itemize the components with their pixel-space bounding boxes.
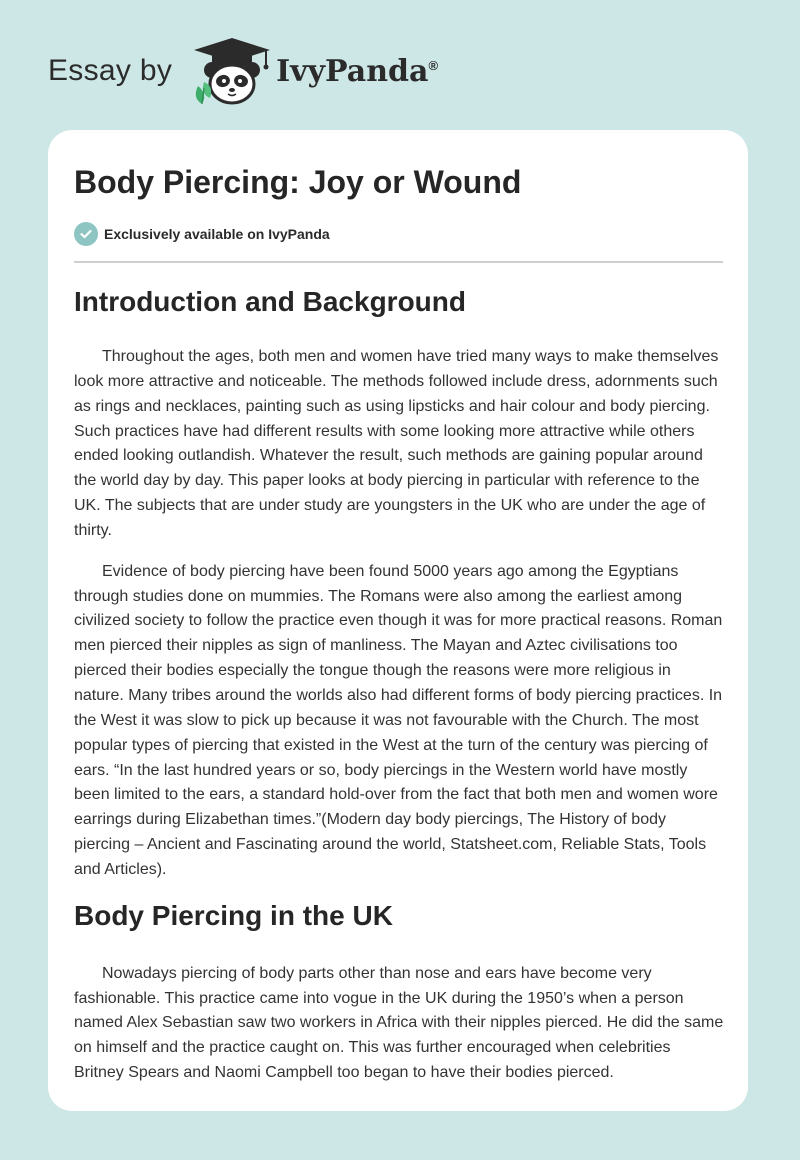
exclusive-badge [74,222,330,246]
paragraph: Throughout the ages, both men and women have tried many ways to make themselves look more attractive and noticeable. The methods followed include dress, adornments such as rings and necklaces, painting such as using lipsticks and hair colour and body piercing. Such practices have had different results with some looking more attractive while others ended looking outlandish. Whatever the result, such methods are gaining popular around the world day by day. This paper looks at body piercing in particular with reference to the UK. The subjects that are under study are youngsters in the UK who are under the age of thirty. [74,348,719,539]
essay-body [74,282,724,1086]
exclusive-badge-label: Exclusively available on IvyPanda [104,226,330,242]
check-circle-icon [74,222,98,246]
essay-by-label: Essay by [48,54,173,87]
essay-title: Body Piercing: Joy or Wound [74,164,522,200]
section-heading: Body Piercing in the UK [74,899,393,931]
site-header [48,36,438,106]
registered-mark: ® [428,57,439,73]
title-divider [74,261,723,263]
essay-card [48,130,748,1111]
paragraph: Nowadays piercing of body parts other than nose and ears have become very fashionable. This practice came into vogue in the UK during the 1950’s when a person named Alex Sebastian saw two workers in Africa with their nipples pierced. He did the same on himself and the practice caught on. This was further encouraged when celebrities Britney Spears and Naomi Campbell too began to have their bodies pierced. [74,964,724,1082]
paragraph: Evidence of body piercing have been found 5000 years ago among the Egyptians through studies done on mummies. The Romans were also among the earliest among civilized society to follow the practice even though it was for more practical reasons. Roman men pierced their nipples as sign of manliness. The Mayan and Aztec civilisations too pierced their bodies especially the tongue though the reasons were more religious in nature. Many tribes around the worlds also had different forms of body piercing practices. In the West it was slow to pick up because it was not favourable with the Church. The most popular types of piercing that existed in the West at the turn of the century was piercing of ears. “In the last hundred years or so, body piercings in the Western world have mostly been limited to the ears, a standard hold-over from the fact that both men and women wore earrings during Elizabethan times.”(Modern day body piercings, The History of body piercing – Ancient and Fascinating around the world, Statsheet.com, Reliable Stats, Tools and Articles). [74,562,723,878]
section-heading: Introduction and Background [74,286,466,317]
brand-name: IvyPanda® [276,53,439,89]
panda-graduate-icon [190,36,274,106]
